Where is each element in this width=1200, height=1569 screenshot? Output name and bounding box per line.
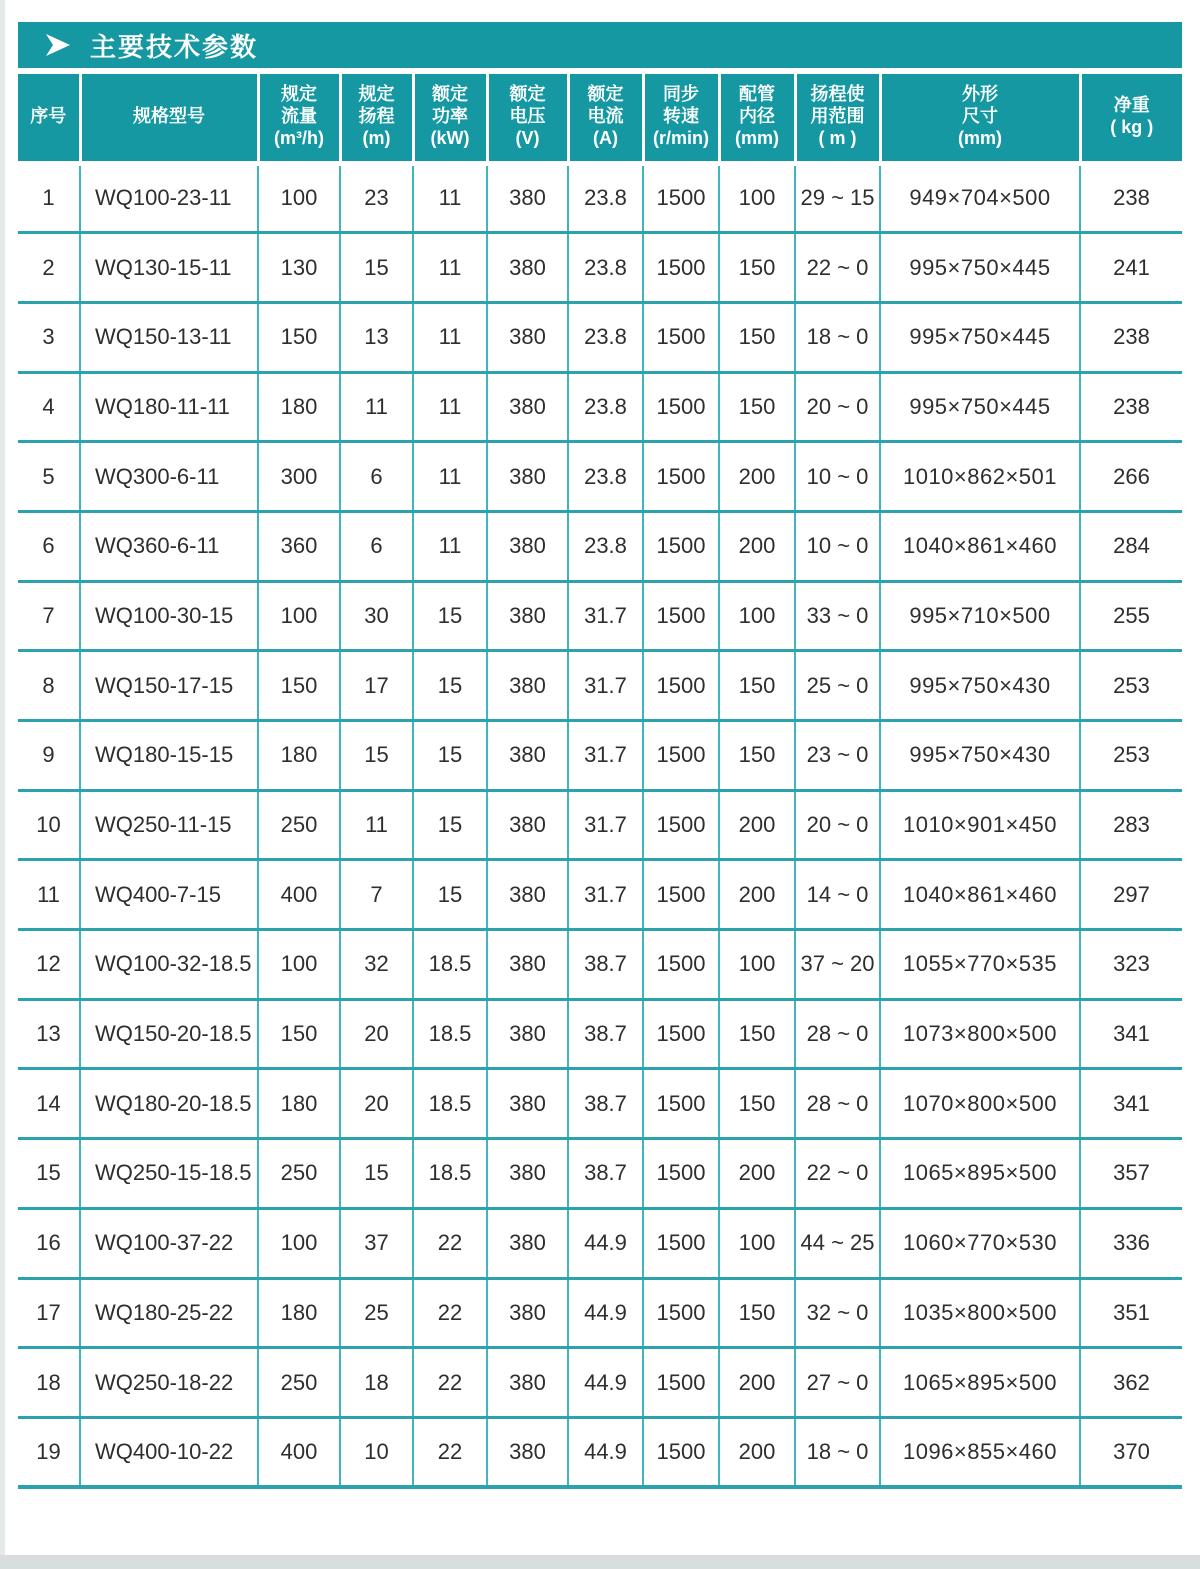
- cell-power: 11: [413, 511, 487, 581]
- cell-current: 44.9: [568, 1417, 643, 1487]
- cell-pipe: 100: [719, 930, 795, 1000]
- cell-weight: 362: [1080, 1348, 1182, 1418]
- table-row: [18, 442, 1182, 512]
- table-row: [18, 1139, 1182, 1209]
- cell-speed: 1500: [643, 302, 719, 372]
- cell-pipe: 150: [719, 233, 795, 303]
- cell-head: 10: [340, 1417, 413, 1487]
- cell-speed: 1500: [643, 721, 719, 791]
- catalog-page-section: [18, 22, 1182, 1489]
- section-title-bar: [18, 22, 1182, 68]
- table-row: [18, 1348, 1182, 1418]
- cell-weight: 238: [1080, 302, 1182, 372]
- cell-voltage: 380: [487, 1348, 568, 1418]
- cell-weight: 283: [1080, 790, 1182, 860]
- table-row: [18, 860, 1182, 930]
- cell-power: 18.5: [413, 999, 487, 1069]
- cell-dims: 1070×800×500: [880, 1069, 1080, 1139]
- cell-head: 37: [340, 1208, 413, 1278]
- cell-pipe: 100: [719, 163, 795, 233]
- cell-dims: 1096×855×460: [880, 1417, 1080, 1487]
- cell-voltage: 380: [487, 790, 568, 860]
- col-header-power: 额定 功率 (kW): [413, 74, 487, 163]
- cell-current: 31.7: [568, 651, 643, 721]
- cell-flow: 100: [258, 930, 340, 1000]
- cell-power: 11: [413, 302, 487, 372]
- cell-voltage: 380: [487, 1278, 568, 1348]
- cell-dims: 1065×895×500: [880, 1139, 1080, 1209]
- page-left-edge: [0, 0, 5, 1569]
- cell-model: WQ100-37-22: [80, 1208, 258, 1278]
- cell-current: 31.7: [568, 721, 643, 791]
- cell-voltage: 380: [487, 860, 568, 930]
- cell-index: 7: [18, 581, 80, 651]
- cell-index: 9: [18, 721, 80, 791]
- cell-index: 16: [18, 1208, 80, 1278]
- cell-model: WQ180-15-15: [80, 721, 258, 791]
- cell-index: 17: [18, 1278, 80, 1348]
- cell-model: WQ100-23-11: [80, 163, 258, 233]
- cell-voltage: 380: [487, 233, 568, 303]
- cell-pipe: 150: [719, 1069, 795, 1139]
- cell-index: 5: [18, 442, 80, 512]
- cell-flow: 180: [258, 1278, 340, 1348]
- cell-weight: 238: [1080, 372, 1182, 442]
- cell-speed: 1500: [643, 581, 719, 651]
- table-row: [18, 930, 1182, 1000]
- cell-pipe: 200: [719, 860, 795, 930]
- header-row: [18, 74, 1182, 163]
- cell-head: 20: [340, 999, 413, 1069]
- cell-speed: 1500: [643, 1208, 719, 1278]
- table-row: [18, 1278, 1182, 1348]
- cell-voltage: 380: [487, 442, 568, 512]
- cell-model: WQ400-10-22: [80, 1417, 258, 1487]
- cell-flow: 180: [258, 1069, 340, 1139]
- cell-dims: 995×750×430: [880, 721, 1080, 791]
- table-row: [18, 372, 1182, 442]
- cell-speed: 1500: [643, 930, 719, 1000]
- cell-index: 3: [18, 302, 80, 372]
- cell-weight: 297: [1080, 860, 1182, 930]
- cell-pipe: 200: [719, 1139, 795, 1209]
- col-header-current: 额定 电流 (A): [568, 74, 643, 163]
- col-header-range: 扬程使 用范围 ( m ): [795, 74, 880, 163]
- cell-index: 13: [18, 999, 80, 1069]
- cell-range: 27 ~ 0: [795, 1348, 880, 1418]
- cell-pipe: 150: [719, 1278, 795, 1348]
- cell-model: WQ180-20-18.5: [80, 1069, 258, 1139]
- cell-head: 30: [340, 581, 413, 651]
- cell-dims: 1060×770×530: [880, 1208, 1080, 1278]
- col-header-speed: 同步 转速 (r/min): [643, 74, 719, 163]
- cell-speed: 1500: [643, 372, 719, 442]
- cell-weight: 341: [1080, 1069, 1182, 1139]
- cell-voltage: 380: [487, 511, 568, 581]
- cell-range: 23 ~ 0: [795, 721, 880, 791]
- cell-index: 1: [18, 163, 80, 233]
- cell-weight: 238: [1080, 163, 1182, 233]
- cell-pipe: 200: [719, 1417, 795, 1487]
- cell-range: 37 ~ 20: [795, 930, 880, 1000]
- cell-weight: 253: [1080, 651, 1182, 721]
- cell-head: 23: [340, 163, 413, 233]
- cell-range: 20 ~ 0: [795, 790, 880, 860]
- cell-dims: 1073×800×500: [880, 999, 1080, 1069]
- cell-speed: 1500: [643, 860, 719, 930]
- cell-speed: 1500: [643, 651, 719, 721]
- cell-power: 15: [413, 790, 487, 860]
- table-row: [18, 999, 1182, 1069]
- cell-pipe: 200: [719, 1348, 795, 1418]
- cell-dims: 949×704×500: [880, 163, 1080, 233]
- cell-power: 22: [413, 1208, 487, 1278]
- cell-power: 11: [413, 442, 487, 512]
- cell-voltage: 380: [487, 651, 568, 721]
- cell-index: 2: [18, 233, 80, 303]
- table-row: [18, 233, 1182, 303]
- cell-speed: 1500: [643, 790, 719, 860]
- cell-current: 31.7: [568, 790, 643, 860]
- table-row: [18, 163, 1182, 233]
- cell-voltage: 380: [487, 372, 568, 442]
- cell-range: 29 ~ 15: [795, 163, 880, 233]
- cell-power: 18.5: [413, 1139, 487, 1209]
- cell-speed: 1500: [643, 1139, 719, 1209]
- cell-head: 15: [340, 233, 413, 303]
- cell-weight: 241: [1080, 233, 1182, 303]
- cell-current: 44.9: [568, 1208, 643, 1278]
- cell-head: 11: [340, 372, 413, 442]
- cell-voltage: 380: [487, 721, 568, 791]
- cell-range: 14 ~ 0: [795, 860, 880, 930]
- cell-dims: 1040×861×460: [880, 860, 1080, 930]
- cell-pipe: 150: [719, 999, 795, 1069]
- table-row: [18, 1069, 1182, 1139]
- cell-range: 25 ~ 0: [795, 651, 880, 721]
- cell-weight: 351: [1080, 1278, 1182, 1348]
- col-header-pipe: 配管 内径 (mm): [719, 74, 795, 163]
- cell-head: 15: [340, 1139, 413, 1209]
- cell-current: 44.9: [568, 1348, 643, 1418]
- cell-model: WQ300-6-11: [80, 442, 258, 512]
- cell-head: 6: [340, 511, 413, 581]
- cell-dims: 1035×800×500: [880, 1278, 1080, 1348]
- cell-current: 23.8: [568, 372, 643, 442]
- cell-weight: 253: [1080, 721, 1182, 791]
- cell-power: 15: [413, 581, 487, 651]
- cell-current: 38.7: [568, 930, 643, 1000]
- cell-power: 18.5: [413, 930, 487, 1000]
- cell-flow: 250: [258, 1139, 340, 1209]
- section-title: 主要技术参数: [90, 31, 259, 62]
- table-header: [18, 74, 1182, 163]
- cell-power: 15: [413, 860, 487, 930]
- cell-voltage: 380: [487, 163, 568, 233]
- cell-head: 13: [340, 302, 413, 372]
- cell-power: 15: [413, 651, 487, 721]
- col-header-head: 规定 扬程 (m): [340, 74, 413, 163]
- table-row: [18, 1208, 1182, 1278]
- cell-index: 6: [18, 511, 80, 581]
- cell-range: 44 ~ 25: [795, 1208, 880, 1278]
- cell-model: WQ130-15-11: [80, 233, 258, 303]
- cell-current: 38.7: [568, 1069, 643, 1139]
- cell-model: WQ100-32-18.5: [80, 930, 258, 1000]
- cell-head: 6: [340, 442, 413, 512]
- cell-flow: 250: [258, 790, 340, 860]
- cell-range: 22 ~ 0: [795, 233, 880, 303]
- cell-range: 18 ~ 0: [795, 1417, 880, 1487]
- cell-index: 4: [18, 372, 80, 442]
- cell-power: 11: [413, 233, 487, 303]
- cell-index: 11: [18, 860, 80, 930]
- cell-current: 23.8: [568, 233, 643, 303]
- cell-dims: 995×750×445: [880, 302, 1080, 372]
- cell-speed: 1500: [643, 163, 719, 233]
- cell-flow: 100: [258, 581, 340, 651]
- cell-dims: 995×750×430: [880, 651, 1080, 721]
- col-header-weight: 净重 ( kg ): [1080, 74, 1182, 163]
- cell-flow: 300: [258, 442, 340, 512]
- table-row: [18, 581, 1182, 651]
- cell-range: 20 ~ 0: [795, 372, 880, 442]
- table-row: [18, 302, 1182, 372]
- cell-model: WQ150-17-15: [80, 651, 258, 721]
- cell-model: WQ360-6-11: [80, 511, 258, 581]
- cell-pipe: 100: [719, 581, 795, 651]
- cell-power: 18.5: [413, 1069, 487, 1139]
- cell-flow: 180: [258, 721, 340, 791]
- cell-speed: 1500: [643, 442, 719, 512]
- cell-power: 22: [413, 1278, 487, 1348]
- cell-flow: 150: [258, 651, 340, 721]
- cell-power: 15: [413, 721, 487, 791]
- table-row: [18, 790, 1182, 860]
- cell-head: 18: [340, 1348, 413, 1418]
- cell-weight: 284: [1080, 511, 1182, 581]
- cell-range: 33 ~ 0: [795, 581, 880, 651]
- cell-pipe: 200: [719, 511, 795, 581]
- cell-index: 10: [18, 790, 80, 860]
- cell-speed: 1500: [643, 1417, 719, 1487]
- cell-speed: 1500: [643, 1069, 719, 1139]
- cell-dims: 1010×901×450: [880, 790, 1080, 860]
- table-row: [18, 1417, 1182, 1487]
- page-bottom-edge: [0, 1555, 1200, 1569]
- cell-pipe: 200: [719, 442, 795, 512]
- cell-head: 17: [340, 651, 413, 721]
- cell-flow: 250: [258, 1348, 340, 1418]
- cell-dims: 1065×895×500: [880, 1348, 1080, 1418]
- cell-current: 23.8: [568, 163, 643, 233]
- col-header-index: 序号: [18, 74, 80, 163]
- cell-dims: 995×710×500: [880, 581, 1080, 651]
- cell-model: WQ250-11-15: [80, 790, 258, 860]
- cell-flow: 400: [258, 1417, 340, 1487]
- cell-weight: 266: [1080, 442, 1182, 512]
- cell-pipe: 150: [719, 721, 795, 791]
- cell-flow: 360: [258, 511, 340, 581]
- cell-pipe: 150: [719, 302, 795, 372]
- cell-weight: 370: [1080, 1417, 1182, 1487]
- cell-range: 28 ~ 0: [795, 999, 880, 1069]
- cell-current: 31.7: [568, 860, 643, 930]
- cell-power: 22: [413, 1417, 487, 1487]
- cell-current: 31.7: [568, 581, 643, 651]
- cell-pipe: 100: [719, 1208, 795, 1278]
- cell-dims: 1055×770×535: [880, 930, 1080, 1000]
- cell-model: WQ180-11-11: [80, 372, 258, 442]
- col-header-voltage: 额定 电压 (V): [487, 74, 568, 163]
- cell-voltage: 380: [487, 1139, 568, 1209]
- cell-current: 23.8: [568, 302, 643, 372]
- cell-index: 8: [18, 651, 80, 721]
- cell-index: 12: [18, 930, 80, 1000]
- table-row: [18, 511, 1182, 581]
- cell-head: 25: [340, 1278, 413, 1348]
- cell-range: 10 ~ 0: [795, 442, 880, 512]
- cell-weight: 336: [1080, 1208, 1182, 1278]
- cell-speed: 1500: [643, 233, 719, 303]
- cell-index: 19: [18, 1417, 80, 1487]
- cell-range: 22 ~ 0: [795, 1139, 880, 1209]
- table-body: [18, 163, 1182, 1487]
- cell-power: 22: [413, 1348, 487, 1418]
- cell-current: 44.9: [568, 1278, 643, 1348]
- chevron-right-icon: [46, 34, 70, 56]
- tech-parameters-table: [18, 74, 1182, 1489]
- cell-model: WQ250-18-22: [80, 1348, 258, 1418]
- cell-voltage: 380: [487, 999, 568, 1069]
- cell-speed: 1500: [643, 999, 719, 1069]
- cell-voltage: 380: [487, 302, 568, 372]
- cell-range: 28 ~ 0: [795, 1069, 880, 1139]
- cell-weight: 357: [1080, 1139, 1182, 1209]
- cell-pipe: 200: [719, 790, 795, 860]
- cell-voltage: 380: [487, 930, 568, 1000]
- cell-power: 11: [413, 372, 487, 442]
- cell-current: 38.7: [568, 1139, 643, 1209]
- cell-model: WQ100-30-15: [80, 581, 258, 651]
- cell-weight: 341: [1080, 999, 1182, 1069]
- cell-weight: 323: [1080, 930, 1182, 1000]
- cell-index: 18: [18, 1348, 80, 1418]
- cell-flow: 100: [258, 1208, 340, 1278]
- cell-head: 20: [340, 1069, 413, 1139]
- cell-dims: 1040×861×460: [880, 511, 1080, 581]
- cell-head: 15: [340, 721, 413, 791]
- cell-index: 15: [18, 1139, 80, 1209]
- cell-model: WQ150-13-11: [80, 302, 258, 372]
- cell-flow: 150: [258, 302, 340, 372]
- cell-voltage: 380: [487, 581, 568, 651]
- cell-flow: 130: [258, 233, 340, 303]
- cell-current: 38.7: [568, 999, 643, 1069]
- cell-voltage: 380: [487, 1069, 568, 1139]
- cell-model: WQ400-7-15: [80, 860, 258, 930]
- col-header-flow: 规定 流量 (m³/h): [258, 74, 340, 163]
- cell-head: 11: [340, 790, 413, 860]
- cell-range: 10 ~ 0: [795, 511, 880, 581]
- cell-head: 32: [340, 930, 413, 1000]
- cell-power: 11: [413, 163, 487, 233]
- cell-head: 7: [340, 860, 413, 930]
- cell-voltage: 380: [487, 1417, 568, 1487]
- cell-index: 14: [18, 1069, 80, 1139]
- cell-pipe: 150: [719, 372, 795, 442]
- cell-speed: 1500: [643, 1348, 719, 1418]
- cell-model: WQ180-25-22: [80, 1278, 258, 1348]
- col-header-dims: 外形 尺寸 (mm): [880, 74, 1080, 163]
- cell-model: WQ150-20-18.5: [80, 999, 258, 1069]
- table-row: [18, 651, 1182, 721]
- cell-model: WQ250-15-18.5: [80, 1139, 258, 1209]
- cell-speed: 1500: [643, 1278, 719, 1348]
- cell-current: 23.8: [568, 511, 643, 581]
- cell-speed: 1500: [643, 511, 719, 581]
- cell-weight: 255: [1080, 581, 1182, 651]
- cell-pipe: 150: [719, 651, 795, 721]
- cell-voltage: 380: [487, 1208, 568, 1278]
- cell-range: 32 ~ 0: [795, 1278, 880, 1348]
- cell-dims: 995×750×445: [880, 233, 1080, 303]
- cell-flow: 150: [258, 999, 340, 1069]
- cell-current: 23.8: [568, 442, 643, 512]
- cell-flow: 180: [258, 372, 340, 442]
- cell-dims: 1010×862×501: [880, 442, 1080, 512]
- cell-flow: 100: [258, 163, 340, 233]
- cell-dims: 995×750×445: [880, 372, 1080, 442]
- cell-range: 18 ~ 0: [795, 302, 880, 372]
- table-row: [18, 721, 1182, 791]
- col-header-model: 规格型号: [80, 74, 258, 163]
- cell-flow: 400: [258, 860, 340, 930]
